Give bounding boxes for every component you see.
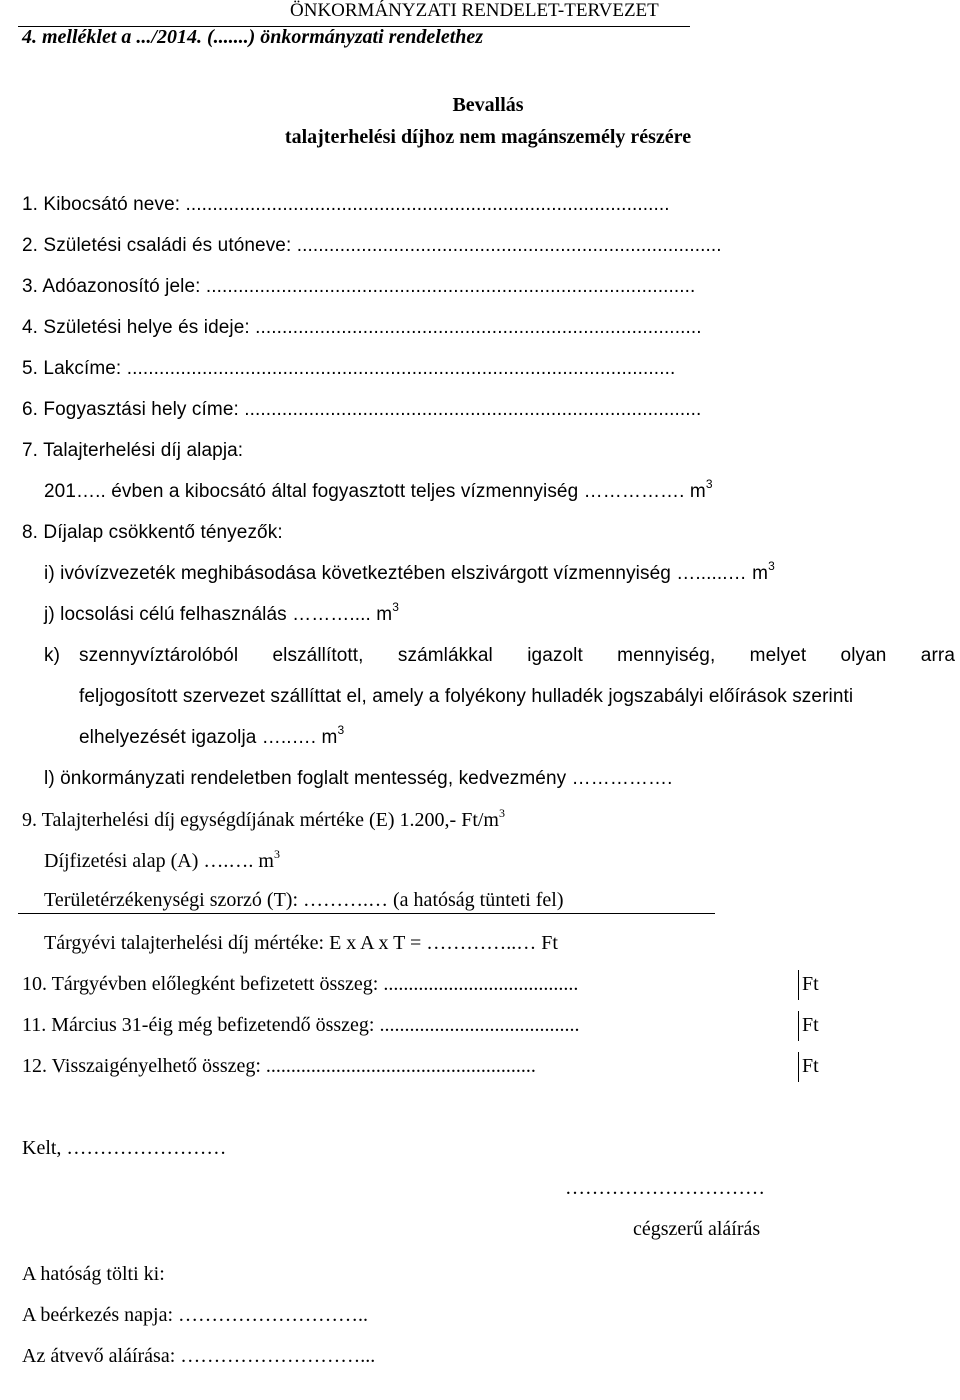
amount-separator bbox=[798, 1052, 799, 1082]
reduction-k-line3 bbox=[79, 723, 345, 749]
reduction-k-letter: k) bbox=[44, 645, 61, 666]
reduction-j bbox=[44, 600, 400, 626]
reduction-k-line2: feljogosított szervezet szállíttat el, amely a folyékony hulladék jogszabályi előírások szerinti bbox=[79, 686, 854, 707]
item-consumption-address: 6. Fogyasztási hely címe: ..................................................................................... bbox=[22, 399, 702, 420]
item-reduction-factors: 8. Díjalap csökkentő tényezők: bbox=[22, 522, 283, 543]
prepaid-amount-label: 10. Tárgyévben előlegként befizetett összeg: ....................................... bbox=[22, 973, 579, 995]
fee-base-detail-text: 201….. évben a kibocsátó által fogyasztott teljes vízmennyiség ……………. m bbox=[44, 481, 706, 502]
superscript-3: 3 bbox=[392, 600, 400, 614]
form-title: Bevallás bbox=[452, 94, 524, 116]
item-fee-base: 7. Talajterhelési díj alapja: bbox=[22, 440, 244, 461]
amount-separator bbox=[798, 1011, 799, 1041]
area-multiplier: Területérzékenységi szorzó (T): ……….… (a hatóság tünteti fel) bbox=[44, 889, 564, 911]
place-date: Kelt, …………………… bbox=[22, 1137, 227, 1159]
refund-amount-unit: Ft bbox=[802, 1055, 819, 1077]
multiplier-rule bbox=[18, 913, 715, 914]
reduction-j-text: j) locsolási célú felhasználás ……….... m bbox=[44, 604, 393, 625]
item-tax-id: 3. Adóazonosító jele: ........................................................................................... bbox=[22, 276, 696, 297]
superscript-3: 3 bbox=[705, 477, 713, 491]
remaining-amount-label: 11. Március 31-éig még befizetendő összeg: ........................................ bbox=[22, 1014, 580, 1036]
item-issuer-name: 1. Kibocsátó neve: .......................................................................................... bbox=[22, 194, 670, 215]
fee-base-amount-text: Díjfizetési alap (A) ….…. m bbox=[44, 850, 274, 872]
form-subtitle: talajterhelési díjhoz nem magánszemély részére bbox=[284, 126, 692, 148]
superscript-3: 3 bbox=[768, 559, 775, 573]
superscript-3: 3 bbox=[337, 723, 345, 737]
running-title: ÖNKORMÁNYZATI RENDELET-TERVEZET bbox=[290, 0, 659, 21]
unit-rate-text: 9. Talajterhelési díj egységdíjának mértéke (E) 1.200,- Ft/m bbox=[22, 809, 499, 831]
authority-heading: A hatóság tölti ki: bbox=[22, 1263, 165, 1285]
item-birth-name: 2. Születési családi és utóneve: ............................................................................... bbox=[22, 235, 722, 256]
fee-base-detail bbox=[44, 477, 713, 503]
unit-rate bbox=[22, 806, 505, 832]
superscript-3: 3 bbox=[498, 806, 505, 820]
received-date: A beérkezés napja: ……………………….. bbox=[22, 1304, 369, 1326]
remaining-amount-unit: Ft bbox=[802, 1014, 819, 1036]
superscript-3: 3 bbox=[273, 847, 280, 861]
reduction-i-text: i) ivóvízvezeték meghibásodása következtében elszivárgott vízmennyiség …......… m bbox=[44, 563, 769, 584]
reduction-l: l) önkormányzati rendeletben foglalt mentesség, kedvezmény ……………. bbox=[44, 768, 673, 789]
fee-base-amount bbox=[44, 847, 280, 873]
reduction-i bbox=[44, 559, 775, 585]
signature-dots: ………………………… bbox=[565, 1177, 765, 1199]
prepaid-amount-unit: Ft bbox=[802, 973, 819, 995]
annual-fee: Tárgyévi talajterhelési díj mértéke: E x A x T = …………..… Ft bbox=[44, 932, 558, 954]
reduction-k-line1: szennyvíztárolóból elszállított, számlákkal igazolt mennyiség, melyet olyan arra bbox=[79, 645, 955, 666]
annex-label: 4. melléklet a .../2014. (.......) önkormányzati rendelethez bbox=[22, 26, 484, 48]
refund-amount-label: 12. Visszaigényelhető összeg: ...................................................... bbox=[22, 1055, 536, 1077]
item-address: 5. Lakcíme: ...................................................................................................... bbox=[22, 358, 676, 379]
signature-label: cégszerű aláírás bbox=[633, 1218, 761, 1240]
item-birth-place-date: 4. Születési helye és ideje: ................................................................................... bbox=[22, 317, 702, 338]
reduction-k-line3-text: elhelyezését igazolja …..…. m bbox=[79, 727, 338, 748]
receiver-signature: Az átvevő aláírása: ………………………... bbox=[22, 1345, 376, 1367]
amount-separator bbox=[798, 970, 799, 1000]
